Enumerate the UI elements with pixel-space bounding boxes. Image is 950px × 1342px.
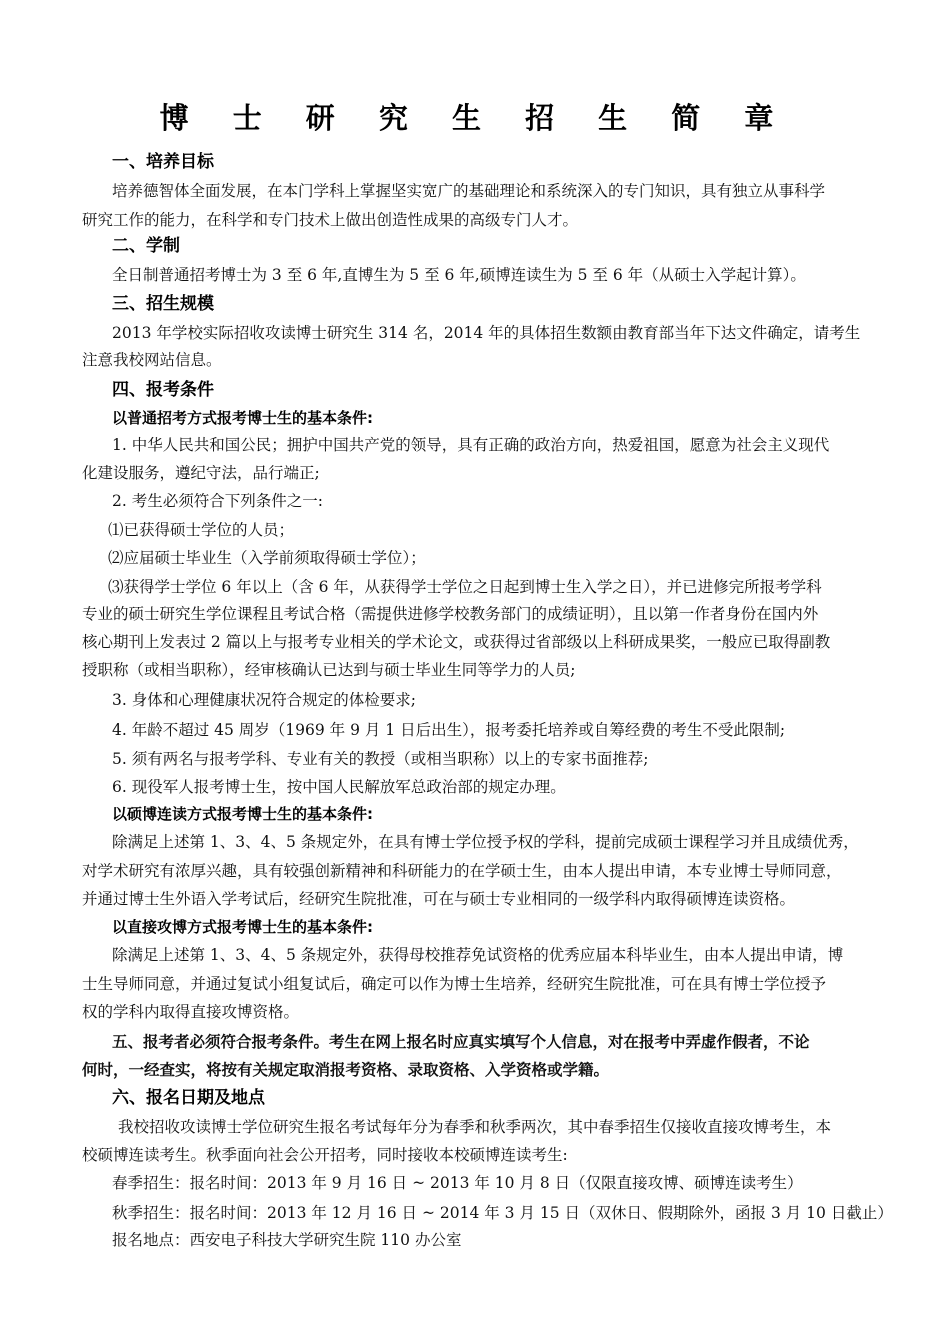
paragraph-line: ⑵应届硕士毕业生（入学前须取得硕士学位）； [108,549,426,567]
paragraph-line: 专业的硕士研究生学位课程且考试合格（需提供进修学校教务部门的成绩证明），且以第一作者身份在国内外 [82,605,819,623]
paragraph-line: 注意我校网站信息。 [82,351,222,369]
paragraph-line: 并通过博士生外语入学考试后，经研究生院批准，可在与硕士专业相同的一级学科内取得硕博连读资格。 [82,890,796,908]
paragraph-line: 我校招收攻读博士学位研究生报名考试每年分为春季和秋季两次，其中春季招生仅接收直接攻博考生，本 [118,1118,832,1136]
section-heading-enrollment-scale: 三、招生规模 [112,294,214,314]
paragraph-line: 核心期刊上发表过 2 篇以上与报考专业相关的学术论文，或获得过省部级以上科研成果奖，一般应已取得副教 [82,633,831,651]
paragraph-line: 除满足上述第 1、3、4、5 条规定外，在具有博士学位授予权的学科，提前完成硕士课程学习并且成绩优秀， [112,833,859,851]
paragraph-line: 1. 中华人民共和国公民；拥护中国共产党的领导，具有正确的政治方向，热爱祖国，愿意为社会主义现代 [112,436,830,454]
subheading-combined-program: 以硕博连读方式报考博士生的基本条件: [112,805,374,823]
paragraph-line: 5. 须有两名与报考学科、专业有关的教授（或相当职称）以上的专家书面推荐; [112,750,649,768]
paragraph-line: 3. 身体和心理健康状况符合规定的体检要求; [112,691,416,709]
subheading-general-exam: 以普通招考方式报考博士生的基本条件: [112,409,374,427]
paragraph-line: 权的学科内取得直接攻博资格。 [82,1003,300,1021]
paragraph-line: 士生导师同意，并通过复试小组复试后，确定可以作为博士生培养，经研究生院批准，可在具有博士学位授予 [82,975,827,993]
paragraph-line: 化建设服务，遵纪守法，品行端正; [82,464,320,482]
section-five-notice-line: 五、报考者必须符合报考条件。考生在网上报名时应真实填写个人信息，对在报考中弄虚作假者，不论 [112,1033,810,1051]
spring-registration-line: 春季招生：报名时间：2013 年 9 月 16 日 ~ 2013 年 10 月 8 日（仅限直接攻博、硕博连读考生） [112,1174,803,1192]
autumn-registration-line: 秋季招生：报名时间：2013 年 12 月 16 日 ~ 2014 年 3 月 15 日（双休日、假期除外，函报 3 月 10 日截止） [112,1204,893,1222]
subheading-direct-phd: 以直接攻博方式报考博士生的基本条件: [112,918,374,936]
paragraph-line: 培养德智体全面发展，在本门学科上掌握坚实宽广的基础理论和系统深入的专门知识，具有独立从事科学 [112,182,826,200]
section-heading-requirements: 四、报考条件 [112,380,214,400]
section-heading-study-length: 二、学制 [112,236,180,256]
paragraph-line: 全日制普通招考博士为 3 至 6 年,直博生为 5 至 6 年,硕博连读生为 5 至 6 年（从硕士入学起计算）。 [112,266,806,284]
paragraph-line: 2. 考生必须符合下列条件之一: [112,492,323,510]
section-heading-registration: 六、报名日期及地点 [112,1088,265,1108]
registration-location-line: 报名地点：西安电子科技大学研究生院 110 办公室 [112,1231,462,1249]
paragraph-line: 授职称（或相当职称），经审核确认已达到与硕士毕业生同等学力的人员; [82,661,576,679]
section-heading-training-goal: 一、培养目标 [112,152,214,172]
paragraph-line: 校硕博连读考生。秋季面向社会公开招考，同时接收本校硕博连读考生: [82,1146,568,1164]
paragraph-line: 除满足上述第 1、3、4、5 条规定外，获得母校推荐免试资格的优秀应届本科毕业生，由本人提出申请，博 [112,946,844,964]
paragraph-line: 4. 年龄不超过 45 周岁（1969 年 9 月 1 日后出生），报考委托培养或自筹经费的考生不受此限制; [112,721,786,739]
paragraph-line: 对学术研究有浓厚兴趣，具有较强创新精神和科研能力的在学硕士生，由本人提出申请，本专业博士导师同意， [82,862,842,880]
section-five-notice-line: 何时，一经查实，将按有关规定取消报考资格、录取资格、入学资格或学籍。 [82,1061,610,1079]
document-title: 博 士 研 究 生 招 生 简 章 [159,101,791,135]
paragraph-line: ⑴已获得硕士学位的人员； [108,521,295,539]
paragraph-line: ⑶获得学士学位 6 年以上（含 6 年，从获得学士学位之日起到博士生入学之日），并已进修完所报考学科 [108,578,822,596]
paragraph-line: 2013 年学校实际招收攻读博士研究生 314 名，2014 年的具体招生数额由教育部当年下达文件确定，请考生 [112,324,861,342]
paragraph-line: 研究工作的能力，在科学和专门技术上做出创造性成果的高级专门人才。 [82,211,579,229]
paragraph-line: 6. 现役军人报考博士生，按中国人民解放军总政治部的规定办理。 [112,778,566,796]
